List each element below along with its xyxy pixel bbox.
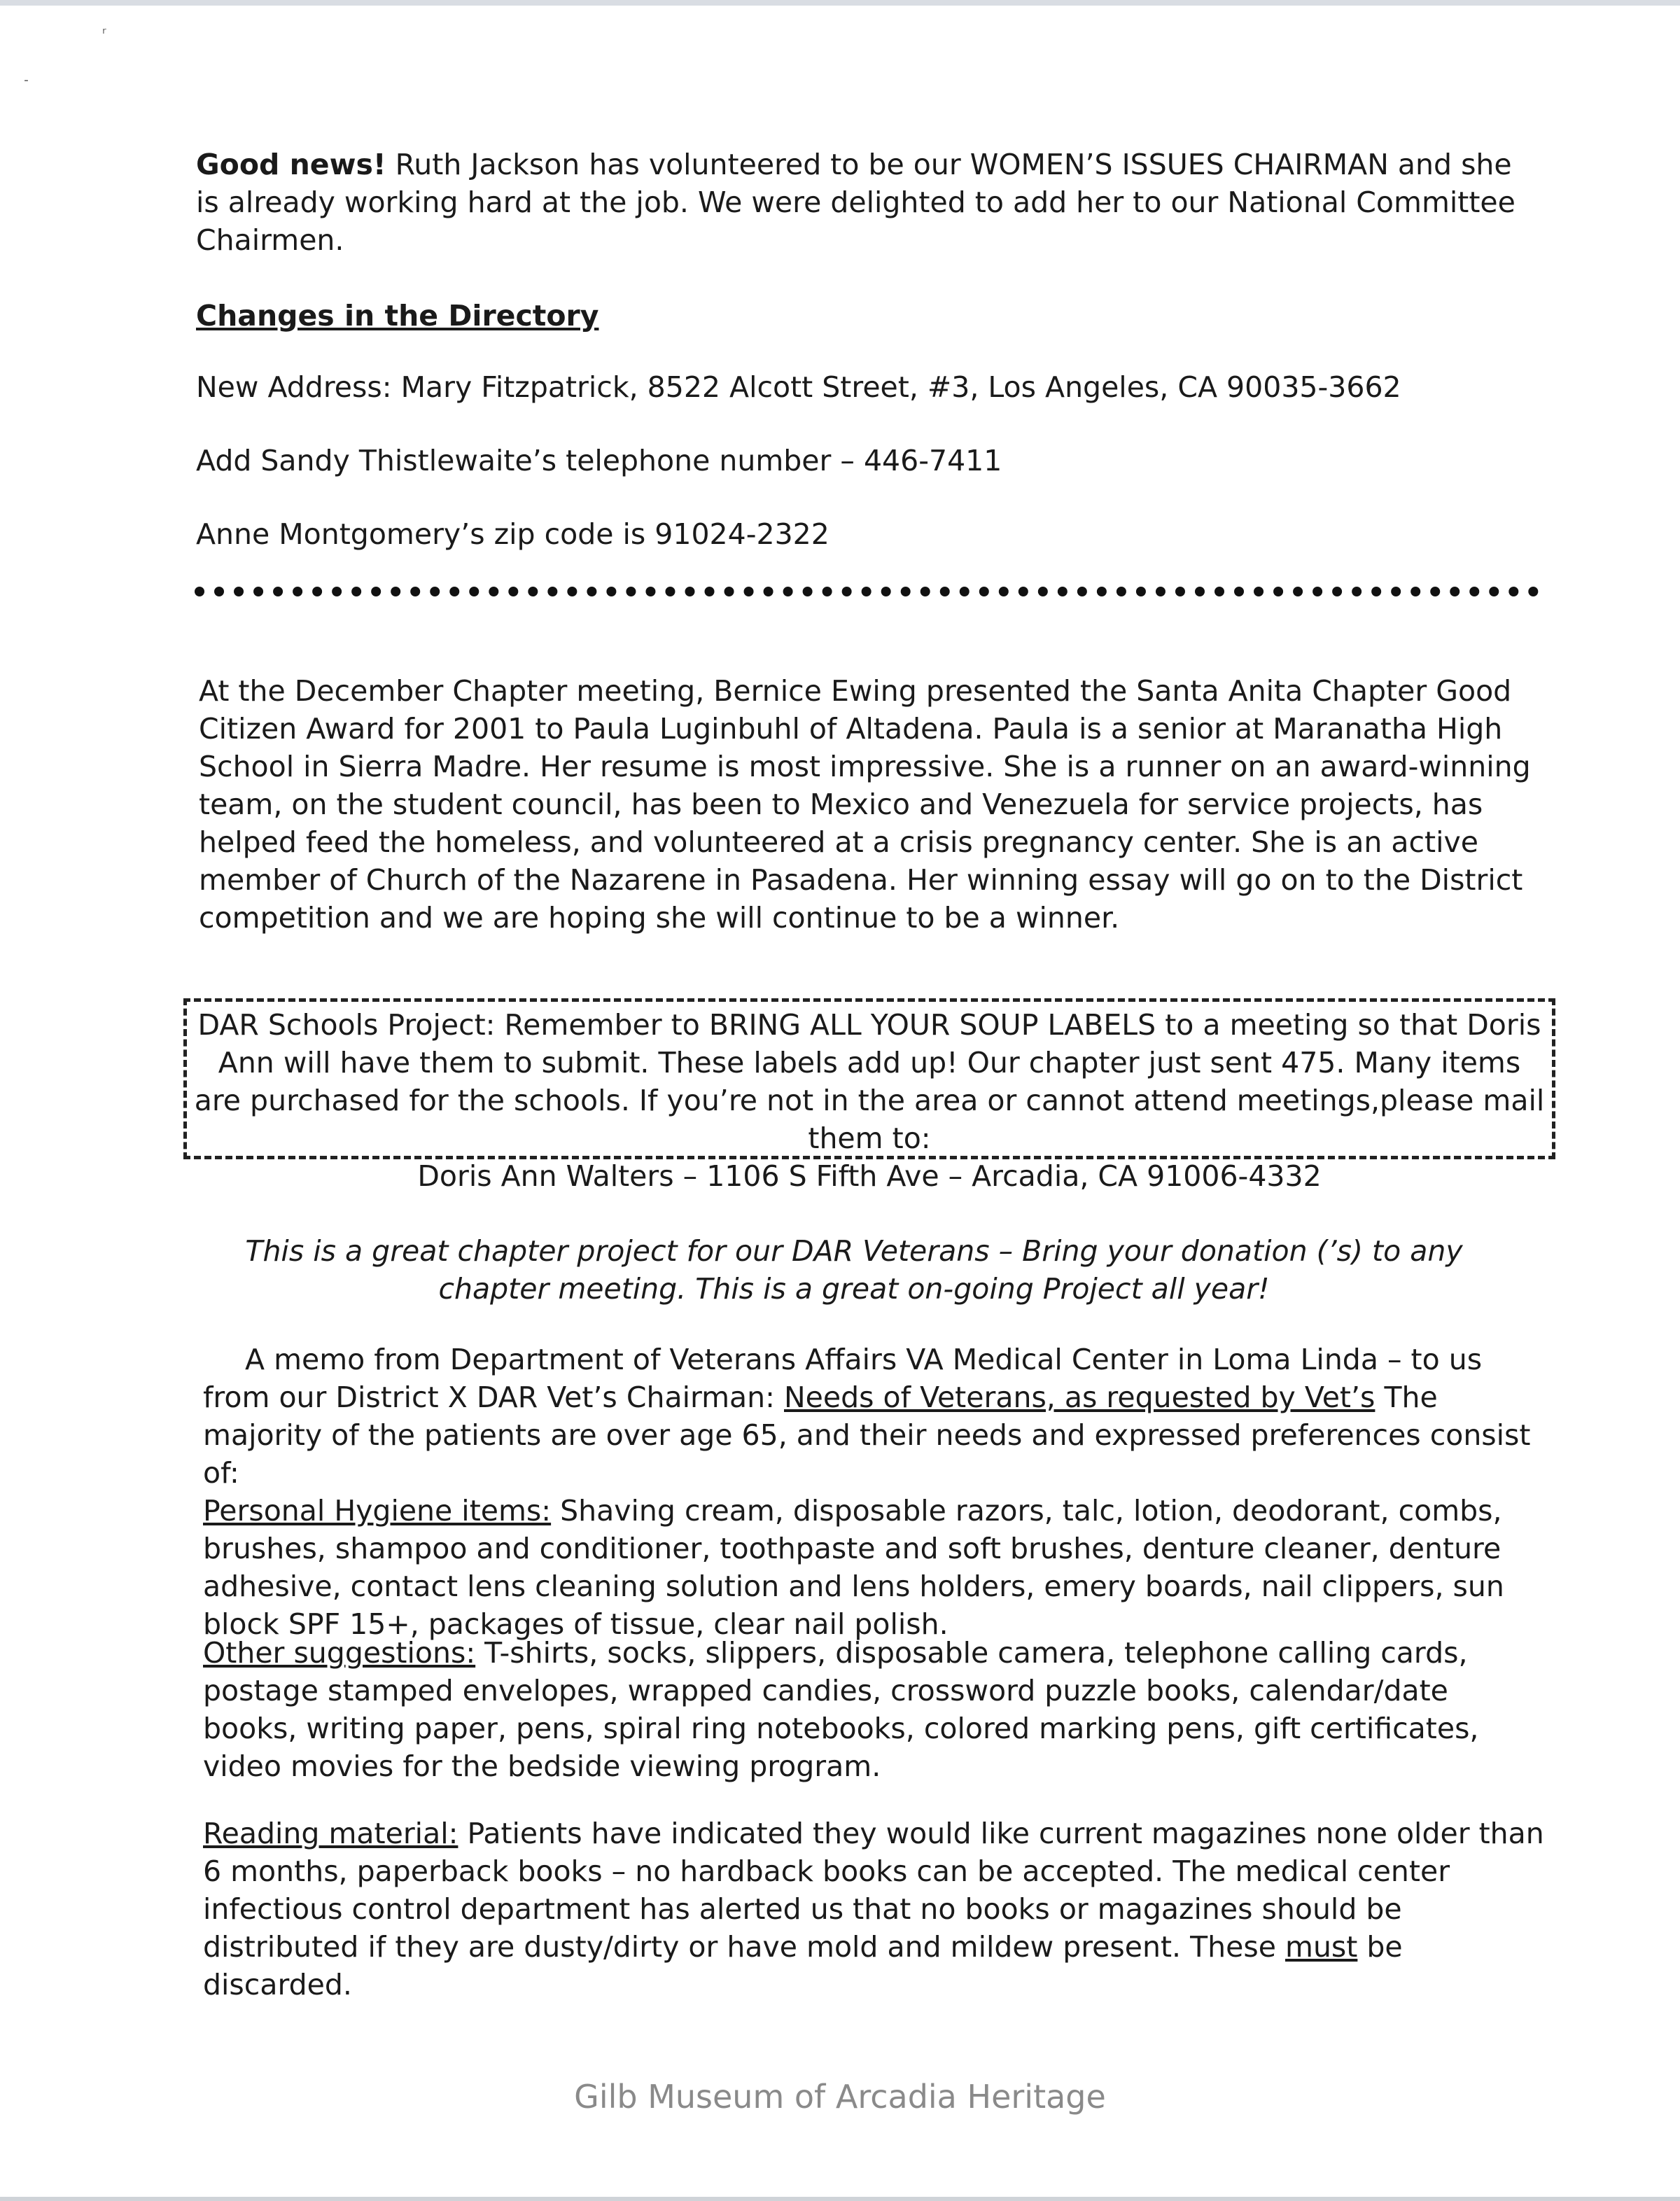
directory-heading: Changes in the Directory <box>196 299 599 333</box>
reading-text-end: be discarded. <box>203 1930 1403 2001</box>
memo-needs-title: Needs of Veterans, as requested by Vet’s <box>784 1381 1376 1414</box>
reading-material <box>203 1815 1547 2004</box>
good-citizen-paragraph: At the December Chapter meeting, Bernice Ewing presented the Santa Anita Chapter Good Citizen Award for 2001 to Paula Luginbuhl of Altadena. Paula is a senior at Maranatha High School in Sierra Madre. Her resume is most impressive. She is a runner on an award-winning team, on the student council, has been to Mexico and Venezuela for service projects, has helped feed the homeless, and volunteered at a crisis pregnancy center. She is an active member of Church of the Nazarene in Pasadena. Her winning essay will go on to the District competition and we are hoping she will continue to be a winner. <box>199 674 1531 935</box>
directory-item: Anne Montgomery’s zip code is 91024-2322 <box>196 517 830 551</box>
dar-schools-address: Doris Ann Walters – 1106 S Fifth Ave – Arcadia, CA 91006-4332 <box>417 1159 1322 1193</box>
other-suggestions <box>203 1634 1547 1785</box>
good-news-lead: Good news! <box>196 148 386 181</box>
scan-bottom-edge <box>0 2197 1680 2201</box>
hygiene-label: Personal Hygiene items: <box>203 1494 552 1528</box>
directory-item: New Address: Mary Fitzpatrick, 8522 Alcott Street, #3, Los Angeles, CA 90035-3662 <box>196 370 1401 404</box>
scan-speck: ʳ <box>102 25 106 43</box>
veterans-memo <box>203 1341 1547 1643</box>
good-news-text: Ruth Jackson has volunteered to be our WOMEN’S ISSUES CHAIRMAN and she is already working hard at the job. We were delighted to add her to our National Committee Chairmen. <box>196 148 1516 257</box>
veterans-intro: This is a great chapter project for our DAR Veterans – Bring your donation (’s) to any chapter meeting. This is a great on-going Project all year! <box>245 1234 1463 1306</box>
dotted-divider <box>195 587 1539 596</box>
directory-item: Add Sandy Thistlewaite’s telephone number – 446-7411 <box>196 444 1002 477</box>
scan-speck: ˗ <box>24 71 29 89</box>
reading-text: Patients have indicated they would like current magazines none older than 6 months, paperback books – no hardback books can be accepted. The medical center infectious control department has alerted us that no books or magazines should be distributed if they are dusty/dirty or have mold and mildew present. These <box>203 1817 1544 1964</box>
dar-schools-text: DAR Schools Project: Remember to BRING ALL YOUR SOUP LABELS to a meeting so that Doris Ann will have them to submit. These labels add up! Our chapter just sent 475. Many items are purchased for the schools. If you’re not in the area or cannot attend meetings,please mail them to: <box>194 1008 1545 1155</box>
other-text: T-shirts, socks, slippers, disposable camera, telephone calling cards, postage stamped envelopes, wrapped candies, crossword puzzle books, calendar/date books, writing paper, pens, spiral ring notebooks, colored marking pens, gift certificates, video movies for the bedside viewing program. <box>203 1636 1479 1783</box>
good-news-paragraph <box>196 146 1540 259</box>
other-label: Other suggestions: <box>203 1636 476 1670</box>
memo-start: A memo from Department of Veterans Affairs VA Medical Center in Loma Linda – to us from our District X DAR Vet’s Chairman: <box>203 1343 1483 1414</box>
dar-schools-box <box>183 998 1555 1193</box>
reading-must: must <box>1285 1930 1358 1964</box>
hygiene-text: Shaving cream, disposable razors, talc, lotion, deodorant, combs, brushes, shampoo and conditioner, toothpaste and soft brushes, denture cleaner, denture adhesive, contact lens cleaning solution and lens holders, emery boards, nail clippers, sun block SPF 15+, packages of tissue, clear nail polish. <box>203 1494 1504 1641</box>
scan-top-edge <box>0 0 1680 6</box>
memo-end: The majority of the patients are over age 65, and their needs and expressed preferences consist of: <box>203 1381 1531 1490</box>
reading-label: Reading material: <box>203 1817 458 1850</box>
museum-watermark: Gilb Museum of Arcadia Heritage <box>574 2078 1106 2116</box>
